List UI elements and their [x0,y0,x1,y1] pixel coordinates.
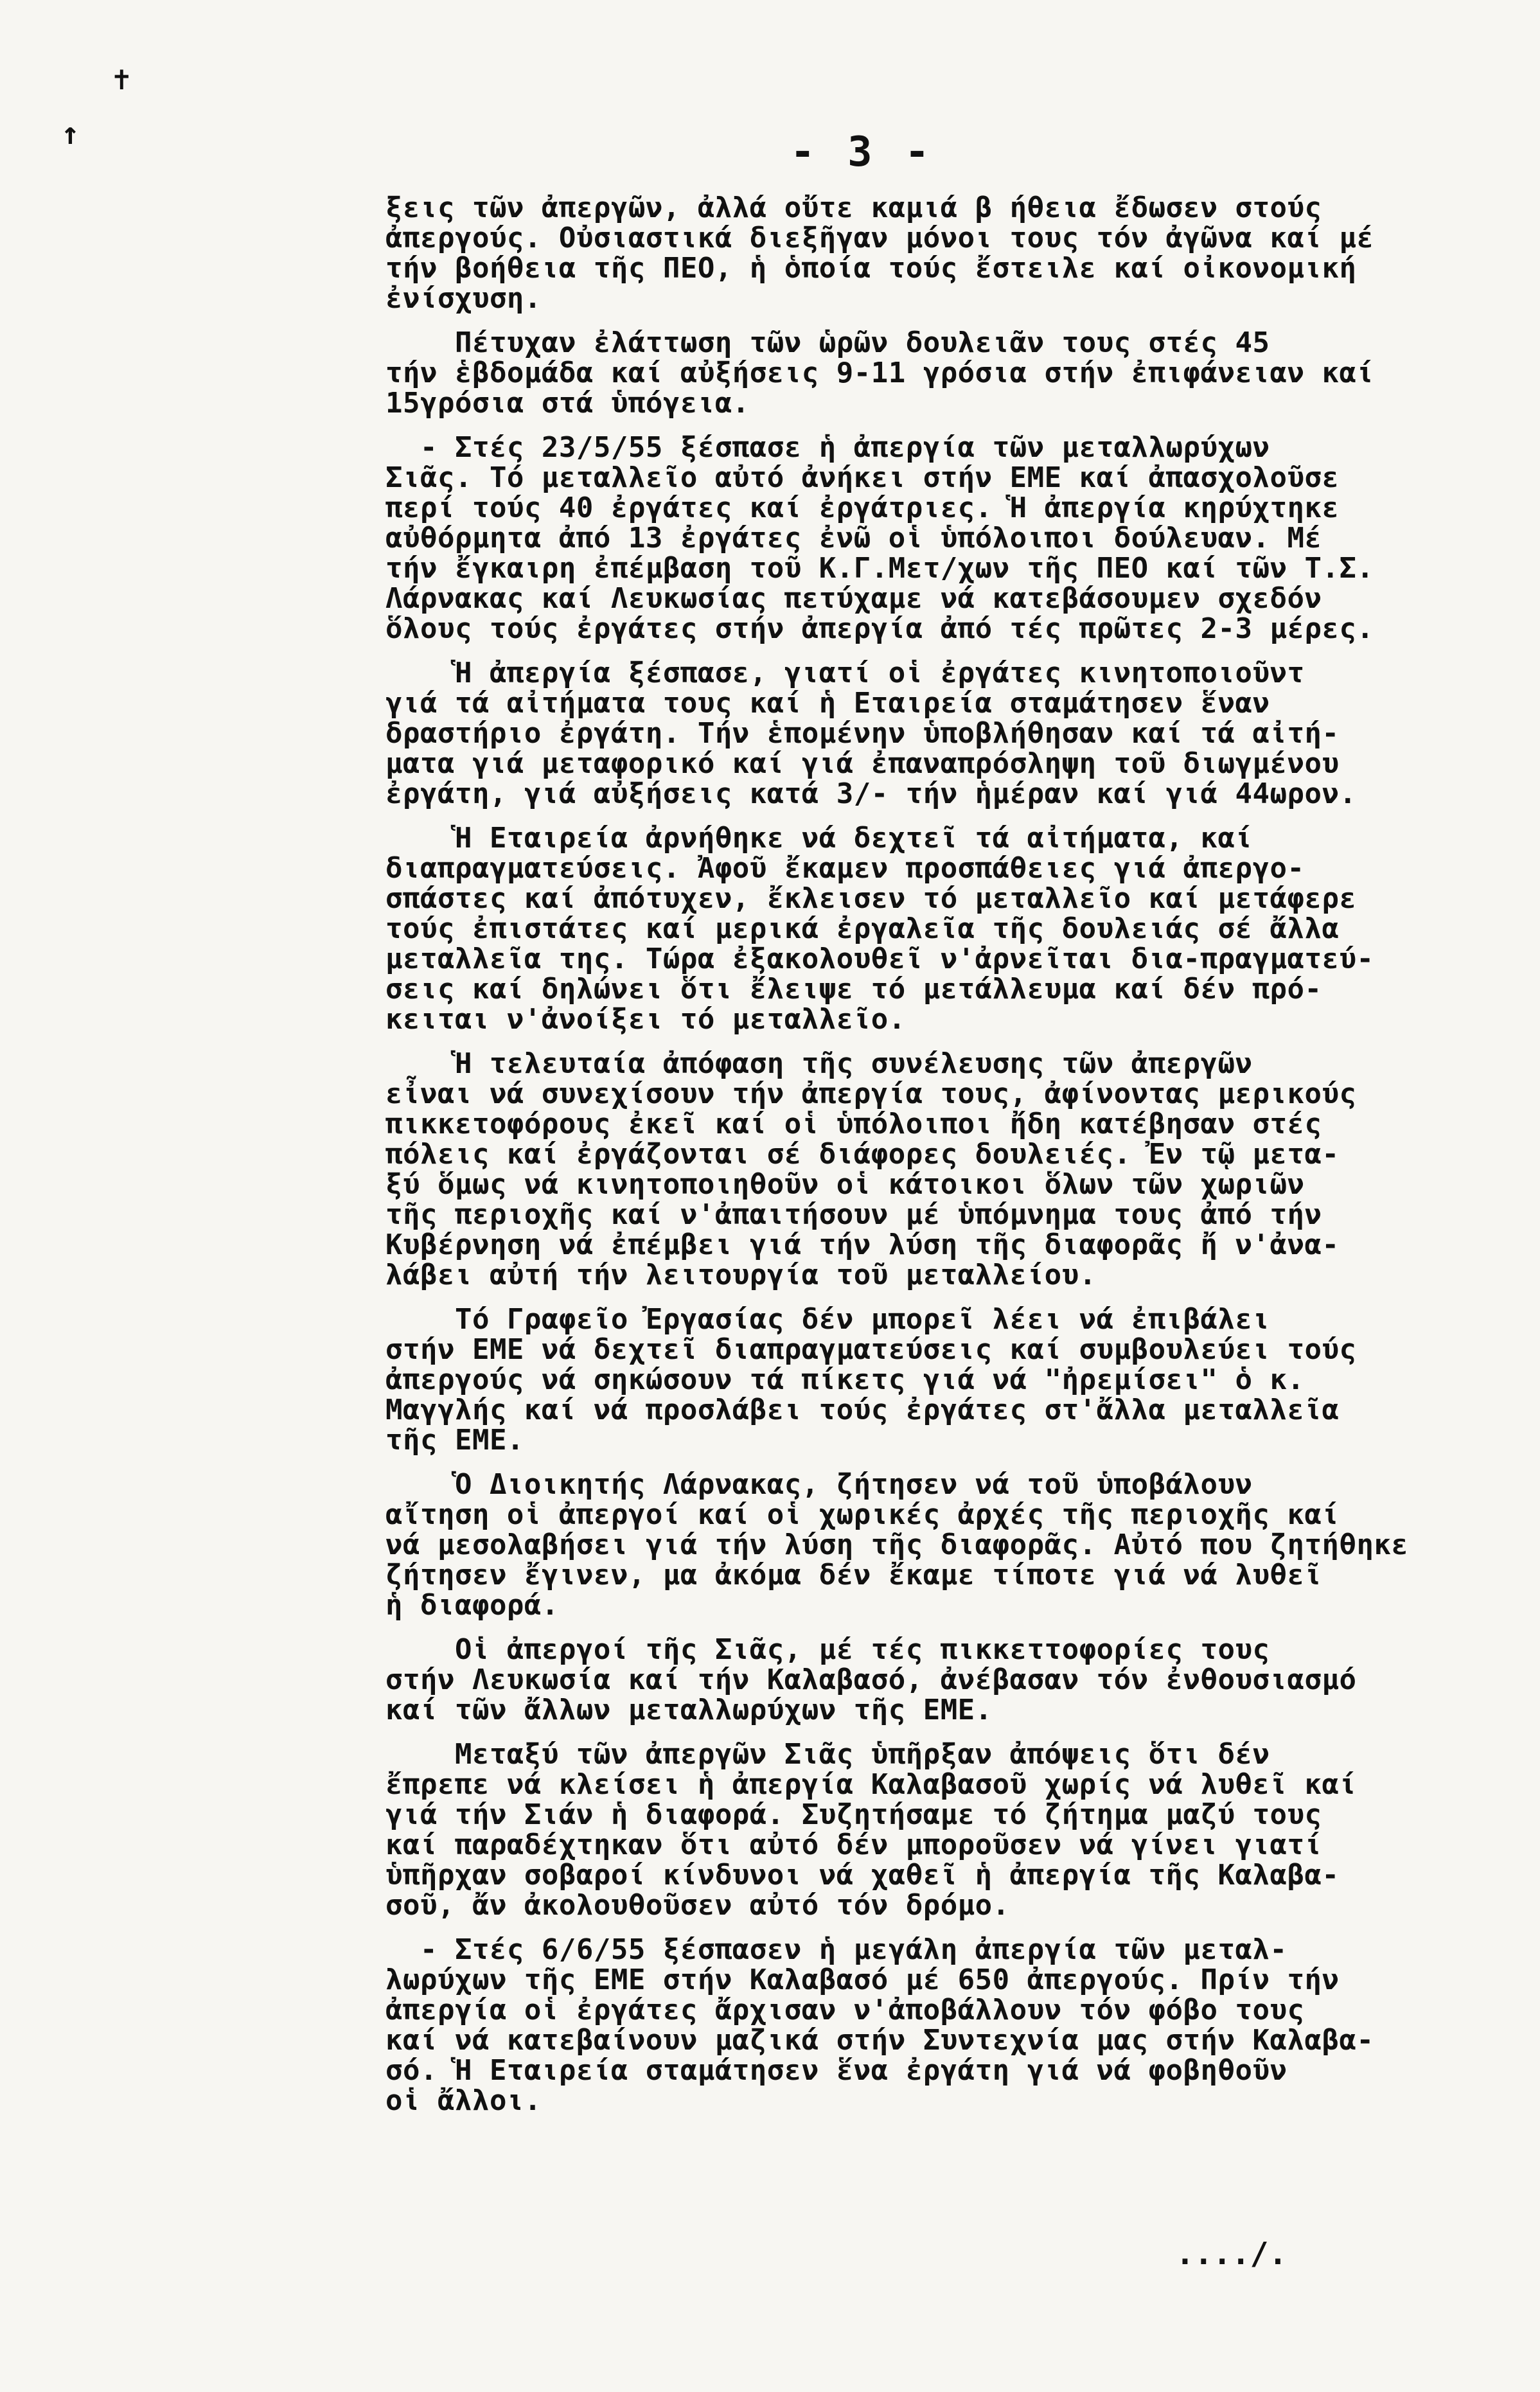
text-line: τήν ἑβδομάδα καί αὐξήσεις 9-11 γρόσια στήν ἐπιφάνειαν καί [385,357,1374,389]
text-line: ἐργάτη, γιά αὐξήσεις κατά 3/- τήν ἡμέραν καί γιά 44ωρον. [385,777,1357,810]
text-line: γιά τήν Σιάν ἡ διαφορά. Συζητήσαμε τό ζήτημα μαζύ τους [385,1798,1322,1831]
text-line: καί νά κατεβαίνουν μαζικά στήν Συντεχνία μας στήν Καλαβα- [385,2024,1374,2057]
text-line: ξεις τῶν ἀπεργῶν, ἀλλά οὔτε καμιά β ήθεια ἔδωσεν στούς [385,191,1322,224]
text-line: Μαγγλής καί νά προσλάβει τούς ἐργάτες στ'ἄλλα μεταλλεῖα [385,1394,1340,1426]
text-line: Ὁ Διοικητής Λάρνακας, ζήτησεν νά τοῦ ὑποβάλουν [385,1468,1253,1501]
text-line: γιά τά αἰτήματα τους καί ἡ Εταιρεία σταμάτησεν ἕναν [385,687,1270,720]
text-line: σπάστες καί ἀπότυχεν, ἔκλεισεν τό μεταλλεῖο καί μετάφερε [385,882,1357,915]
margin-mark-left: ↑ [61,116,80,152]
text-line: λωρύχων τῆς ΕΜΕ στήν Καλαβασό μέ 650 ἀπεργούς. Πρίν τήν [385,1963,1340,1996]
paragraph [385,1935,1491,2116]
text-line: καί παραδέχτηκαν ὅτι αὐτό δέν μποροῦσεν νά γίνει γιατί [385,1829,1322,1861]
text-line: Ἡ ἀπεργία ξέσπασε, γιατί οἱ ἐργάτες κινητοποιοῦντ [385,657,1305,689]
text-line: περί τούς 40 ἐργάτες καί ἐργάτριες. Ἡ ἀπεργία κηρύχτηκε [385,492,1340,524]
text-line: σοῦ, ἄν ἀκολουθοῦσεν αὐτό τόν δρόμο. [385,1889,1010,1922]
text-line: - Στές 23/5/55 ξέσπασε ἡ ἀπεργία τῶν μεταλλωρύχων [385,431,1270,464]
continuation-mark: ..../. [1176,2236,1288,2272]
text-line: στήν Λευκωσία καί τήν Καλαβασό, ἀνέβασαν τόν ἐνθουσιασμό [385,1663,1357,1696]
text-line: πικκετοφόρους ἐκεῖ καί οἱ ὑπόλοιποι ἤδη κατέβησαν στές [385,1108,1322,1140]
text-line: σεις καί δηλώνει ὅτι ἔλειψε τό μετάλλευμα καί δέν πρό- [385,973,1322,1006]
document-body [385,193,1491,2130]
text-line: Πέτυχαν ἐλάττωση τῶν ὡρῶν δουλειᾶν τους στές 45 [385,326,1270,359]
text-line: Τό Γραφεῖο Ἐργασίας δέν μπορεῖ λέει νά ἐπιβάλει [385,1303,1270,1336]
text-line: εἶναι νά συνεχίσουν τήν ἀπεργία τους, ἀφίνοντας μερικούς [385,1077,1357,1110]
paragraph [385,658,1491,809]
text-line: Ἡ τελευταία ἀπόφαση τῆς συνέλευσης τῶν ἀπεργῶν [385,1047,1253,1080]
text-line: ζήτησεν ἔγινεν, μα ἀκόμα δέν ἔκαμε τίποτε γιά νά λυθεῖ [385,1559,1322,1591]
text-line: Ἡ Εταιρεία ἀρνήθηκε νά δεχτεῖ τά αἰτήματα, καί [385,822,1253,855]
text-line: τῆς ΕΜΕ. [385,1424,524,1457]
text-line: Οἱ ἀπεργοί τῆς Σιᾶς, μέ τές πικκεττοφορίες τους [385,1633,1270,1666]
paragraph [385,1469,1491,1620]
paragraph [385,328,1491,418]
text-line: ματα γιά μεταφορικό καί γιά ἐπαναπρόσληψη τοῦ διωγμένου [385,747,1340,780]
text-line: στήν ΕΜΕ νά δεχτεῖ διαπραγματεύσεις καί συμβουλεύει τούς [385,1333,1357,1366]
margin-mark-top: ✝ [112,61,131,97]
text-line: λάβει αὐτή τήν λειτουργία τοῦ μεταλλείου. [385,1259,1097,1291]
text-line: καί τῶν ἄλλων μεταλλωρύχων τῆς ΕΜΕ. [385,1694,993,1726]
text-line: αὐθόρμητα ἀπό 13 ἐργάτες ἐνῶ οἱ ὑπόλοιποι δούλευαν. Μέ [385,522,1322,554]
paragraph [385,193,1491,314]
text-line: ἐνίσχυση. [385,282,542,315]
paragraph [385,823,1491,1034]
text-line: νά μεσολαβήσει γιά τήν λύση τῆς διαφορᾶς. Αὐτό που ζητήθηκε [385,1528,1409,1561]
text-line: ὑπῆρχαν σοβαροί κίνδυνοι νά χαθεῖ ἡ ἀπεργία τῆς Καλαβα- [385,1859,1340,1891]
paragraph [385,1635,1491,1725]
text-line: κειται ν'ἀνοίξει τό μεταλλεῖο. [385,1003,906,1036]
text-line: Μεταξύ τῶν ἀπεργῶν Σιᾶς ὑπῆρξαν ἀπόψεις ὅτι δέν [385,1738,1270,1771]
paragraph [385,1304,1491,1455]
text-line: Κυβέρνηση νά ἐπέμβει γιά τήν λύση τῆς διαφορᾶς ἤ ν'ἀνα- [385,1228,1340,1261]
text-line: μεταλλεῖα της. Τώρα ἐξακολουθεῖ ν'ἀρνεῖται δια-πραγματεύ- [385,943,1374,975]
page-number: - 3 - [790,128,934,176]
paragraph [385,432,1491,644]
text-line: ἡ διαφορά. [385,1589,559,1622]
text-line: τῆς περιοχῆς καί ν'ἀπαιτήσουν μέ ὑπόμνημα τους ἀπό τήν [385,1198,1322,1231]
text-line: ἀπεργία οἱ ἐργάτες ἄρχισαν ν'ἀποβάλλουν τόν φόβο τους [385,1994,1305,2026]
text-line: διαπραγματεύσεις. Ἀφοῦ ἔκαμεν προσπάθειες γιά ἀπεργο- [385,852,1305,885]
text-line: Λάρνακας καί Λευκωσίας πετύχαμε νά κατεβάσουμεν σχεδόν [385,582,1322,615]
text-line: δραστήριο ἐργάτη. Τήν ἑπομένην ὑποβλήθησαν καί τά αἰτή- [385,717,1340,750]
text-line: - Στές 6/6/55 ξέσπασεν ἡ μεγάλη ἀπεργία τῶν μεταλ- [385,1933,1288,1966]
text-line: ὅλους τούς ἐργάτες στήν ἀπεργία ἀπό τές πρῶτες 2-3 μέρες. [385,612,1374,645]
text-line: Σιᾶς. Τό μεταλλεῖο αὐτό ἀνήκει στήν ΕΜΕ καί ἀπασχολοῦσε [385,461,1340,494]
text-line: τήν βοήθεια τῆς ΠΕΟ, ἡ ὁποία τούς ἔστειλε καί οἰκονομική [385,252,1357,285]
text-line: ἔπρεπε νά κλείσει ἡ ἀπεργία Καλαβασοῦ χωρίς νά λυθεῖ καί [385,1768,1357,1801]
text-line: ἀπεργούς. Οὐσιαστικά διεξῆγαν μόνοι τους τόν ἀγῶνα καί μέ [385,222,1374,254]
text-line: τήν ἔγκαιρη ἐπέμβαση τοῦ Κ.Γ.Μετ/χων τῆς ΠΕΟ καί τῶν Τ.Σ. [385,552,1374,585]
text-line: ἀπεργούς νά σηκώσουν τά πίκετς γιά νά "ἠρεμίσει" ὁ κ. [385,1363,1305,1396]
text-line: 15γρόσια στά ὑπόγεια. [385,387,750,420]
paragraph [385,1739,1491,1920]
text-line: σό. Ἡ Εταιρεία σταμάτησεν ἕνα ἐργάτη γιά νά φοβηθοῦν [385,2054,1288,2087]
text-line: πόλεις καί ἐργάζονται σέ διάφορες δουλειές. Ἐν τῷ μετα- [385,1138,1340,1171]
paragraph [385,1049,1491,1290]
text-line: ξύ ὅμως νά κινητοποιηθοῦν οἱ κάτοικοι ὅλων τῶν χωριῶν [385,1168,1305,1201]
text-line: αἴτηση οἱ ἀπεργοί καί οἱ χωρικές ἀρχές τῆς περιοχῆς καί [385,1498,1340,1531]
text-line: τούς ἐπιστάτες καί μερικά ἐργαλεῖα τῆς δουλειάς σέ ἄλλα [385,912,1340,945]
text-line: οἱ ἄλλοι. [385,2084,542,2117]
